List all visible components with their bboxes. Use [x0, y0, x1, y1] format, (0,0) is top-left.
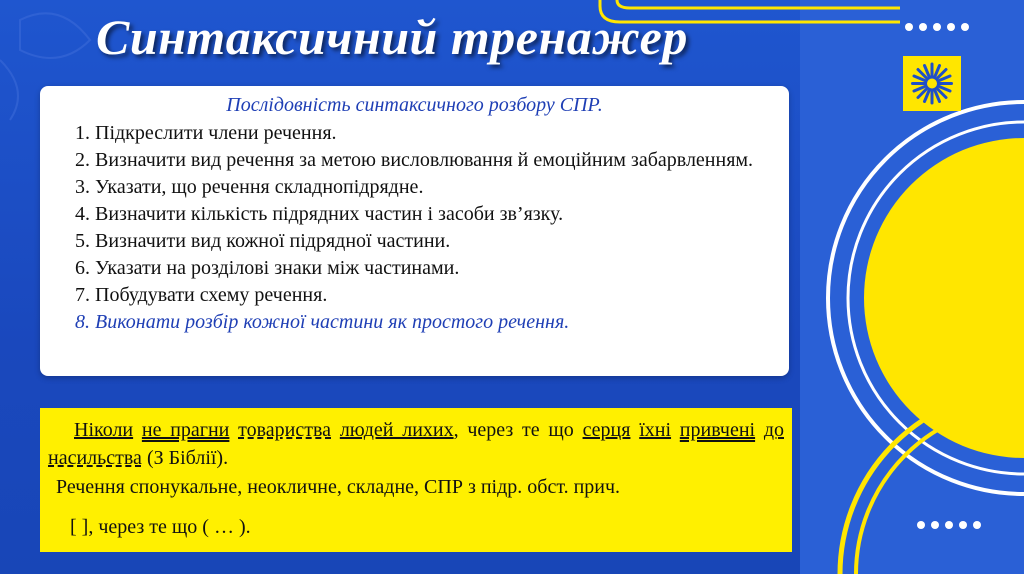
step-item: 5. Визначити вид кожної підрядної частини. — [75, 230, 451, 252]
word-adverbial: Ніколи — [74, 419, 134, 441]
sun-burst-icon — [903, 56, 961, 111]
panel-heading: Послідовність синтаксичного розбору СПР. — [226, 94, 603, 116]
word-conjunction: , через те що — [453, 419, 574, 441]
steps-list — [49, 120, 781, 336]
word-predicate-2: привчені — [679, 419, 756, 441]
example-box — [40, 408, 792, 552]
step-item: 1. Підкреслити члени речення. — [75, 122, 337, 144]
step-item: 6. Указати на розділові знаки між частинами. — [75, 257, 460, 279]
dots-top-icon — [905, 23, 969, 31]
page-title: Синтаксичний тренажер — [96, 9, 688, 65]
word-subject: серця — [582, 419, 631, 441]
step-item: 2. Визначити вид речення за метою висловлювання й емоційним забарвленням. — [75, 149, 754, 171]
step-item: 3. Указати, що речення складнопідрядне. — [75, 176, 424, 198]
word-predicate: не прагни — [141, 419, 230, 441]
example-sentence — [48, 416, 784, 472]
word-object-2: до насильства — [48, 419, 785, 469]
sentence-analysis: Речення спонукальне, неокличне, складне, СПР з підр. обст. прич. — [56, 476, 621, 498]
step-item: 4. Визначити кількість підрядних частин і засоби зв’язку. — [75, 203, 564, 225]
word-attribute: людей лихих — [339, 419, 454, 441]
sentence-scheme: [ ], через те що ( … ). — [70, 516, 251, 538]
step-item: 7. Побудувати схему речення. — [75, 284, 328, 306]
word-object: товариства — [238, 419, 332, 441]
word-attribute-2: їхні — [639, 419, 672, 441]
source-note: (З Біблії). — [141, 447, 229, 469]
steps-panel — [40, 86, 789, 376]
step-item-highlighted: 8. Виконати розбір кожної частини як простого речення. — [75, 311, 570, 333]
dots-bottom-icon — [917, 521, 981, 529]
